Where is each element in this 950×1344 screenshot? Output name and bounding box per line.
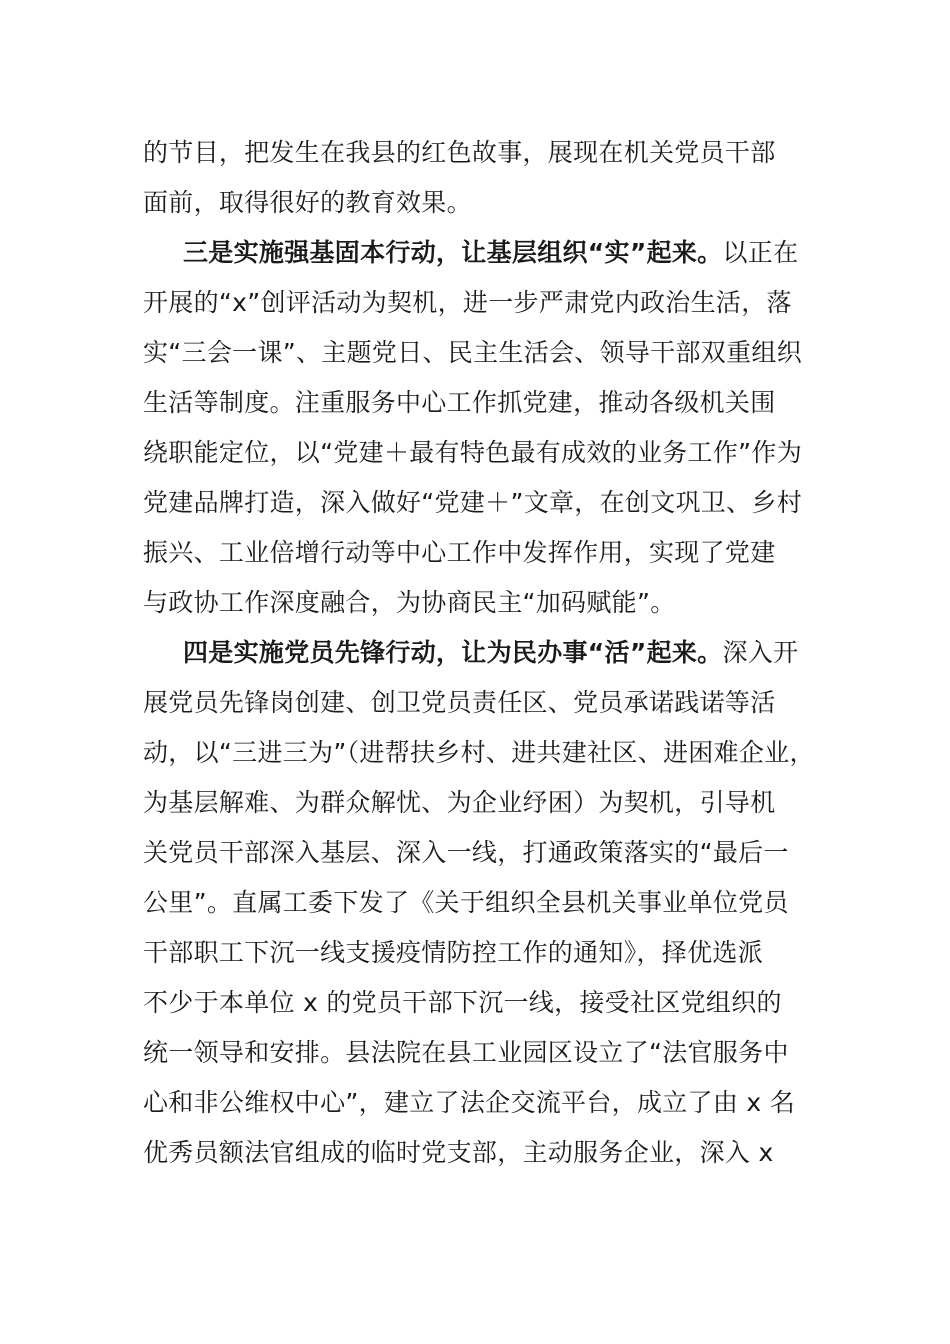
- text-line: 心和非公维权中心”，建立了法企交流平台，成立了由 x 名: [143, 1088, 796, 1117]
- paragraph-continuation: [143, 128, 813, 228]
- paragraph-first-line: [143, 228, 813, 278]
- text-line: 公里”。直属工委下发了《关于组织全县机关事业单位党员: [143, 888, 789, 917]
- text-line: 面前，取得很好的教育效果。: [143, 188, 472, 217]
- paragraph-first-line: [143, 628, 813, 678]
- paragraph-heading: 三是实施强基固本行动，让基层组织“实”起来。: [183, 238, 723, 267]
- paragraph-heading: 四是实施党员先锋行动，让为民办事“活”起来。: [183, 638, 723, 667]
- text-line: 关党员干部深入基层、深入一线，打通政策落实的“最后一: [143, 838, 789, 867]
- text-line: 为基层解难、为群众解忧、为企业纾困）为契机，引导机: [143, 788, 776, 817]
- text-line: 统一领导和安排。县法院在县工业园区设立了“法官服务中: [143, 1038, 789, 1067]
- text-line: 开展的“x”创评活动为契机，进一步严肃党内政治生活，落: [143, 288, 792, 317]
- paragraph-strengthen-foundation: [143, 228, 813, 628]
- text-line: 生活等制度。注重服务中心工作抓党建，推动各级机关围: [143, 388, 776, 417]
- text-run: 以正在: [722, 238, 799, 267]
- text-run: 深入开: [722, 638, 799, 667]
- paragraph-vanguard-action: [143, 628, 813, 1178]
- text-line: 振兴、工业倍增行动等中心工作中发挥作用，实现了党建: [143, 538, 776, 567]
- text-line: 干部职工下沉一线支援疫情防控工作的通知》，择优选派: [143, 938, 764, 967]
- text-line: 展党员先锋岗创建、创卫党员责任区、党员承诺践诺等活: [143, 688, 776, 717]
- text-line: 实“三会一课”、主题党日、民主生活会、领导干部双重组织: [143, 338, 803, 367]
- text-line: 绕职能定位，以“党建＋最有特色最有成效的业务工作”作为: [143, 438, 803, 467]
- text-line: 与政协工作深度融合，为协商民主“加码赋能”。: [143, 588, 676, 617]
- text-line: 优秀员额法官组成的临时党支部，主动服务企业，深入 x: [143, 1138, 774, 1167]
- text-line: 党建品牌打造，深入做好“党建＋”文章，在创文巩卫、乡村: [143, 488, 803, 517]
- text-line: 的节目，把发生在我县的红色故事，展现在机关党员干部: [143, 138, 776, 167]
- text-line: 不少于本单位 x 的党员干部下沉一线，接受社区党组织的: [143, 988, 782, 1017]
- text-line: 动，以“三进三为”（进帮扶乡村、进共建社区、进困难企业，: [143, 738, 815, 767]
- document-body: [143, 128, 813, 1178]
